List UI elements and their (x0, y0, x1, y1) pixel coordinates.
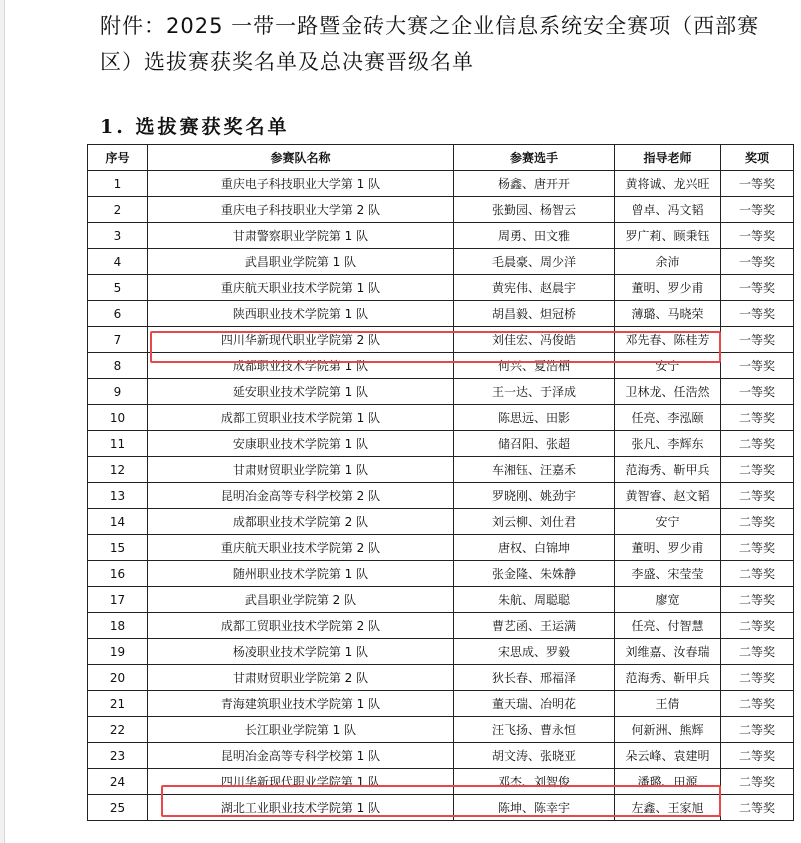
section-heading: 1. 选拔赛获奖名单 (100, 116, 290, 138)
cell-award: 二等奖 (721, 769, 794, 795)
cell-index: 5 (88, 275, 148, 301)
cell-index: 15 (88, 535, 148, 561)
cell-team: 甘肃财贸职业学院第 2 队 (148, 665, 454, 691)
cell-index: 23 (88, 743, 148, 769)
cell-index: 9 (88, 379, 148, 405)
table-row (88, 379, 794, 405)
cell-award: 二等奖 (721, 613, 794, 639)
cell-players: 董天瑞、冶明花 (454, 691, 615, 717)
cell-award: 一等奖 (721, 249, 794, 275)
cell-team: 重庆航天职业技术学院第 2 队 (148, 535, 454, 561)
cell-players: 刘佳宏、冯俊皓 (454, 327, 615, 353)
cell-advisors: 范海秀、靳甲兵 (615, 665, 721, 691)
cell-advisors: 朵云峰、袁建明 (615, 743, 721, 769)
table-row (88, 795, 794, 821)
cell-index: 7 (88, 327, 148, 353)
cell-players: 王一达、于泽成 (454, 379, 615, 405)
cell-advisors: 薄璐、马晓荣 (615, 301, 721, 327)
cell-players: 宋思成、罗毅 (454, 639, 615, 665)
header-players: 参赛选手 (454, 145, 615, 171)
cell-award: 二等奖 (721, 509, 794, 535)
table-row (88, 535, 794, 561)
cell-players: 陈坤、陈幸宇 (454, 795, 615, 821)
cell-award: 二等奖 (721, 405, 794, 431)
cell-advisors: 任亮、付智慧 (615, 613, 721, 639)
cell-advisors: 潘璐、田源 (615, 769, 721, 795)
cell-index: 20 (88, 665, 148, 691)
cell-team: 青海建筑职业技术学院第 1 队 (148, 691, 454, 717)
cell-team: 延安职业技术学院第 1 队 (148, 379, 454, 405)
table-row (88, 561, 794, 587)
cell-advisors: 任亮、李泓颐 (615, 405, 721, 431)
cell-advisors: 范海秀、靳甲兵 (615, 457, 721, 483)
table-row (88, 431, 794, 457)
cell-team: 随州职业技术学院第 1 队 (148, 561, 454, 587)
table-row (88, 769, 794, 795)
cell-advisors: 罗广莉、顾秉钰 (615, 223, 721, 249)
cell-advisors: 张凡、李辉东 (615, 431, 721, 457)
cell-team: 四川华新现代职业学院第 2 队 (148, 327, 454, 353)
cell-team: 昆明冶金高等专科学校第 2 队 (148, 483, 454, 509)
cell-index: 21 (88, 691, 148, 717)
cell-index: 6 (88, 301, 148, 327)
cell-players: 朱航、周聪聪 (454, 587, 615, 613)
cell-index: 2 (88, 197, 148, 223)
cell-players: 周勇、田文雅 (454, 223, 615, 249)
cell-advisors: 黄智睿、赵文韬 (615, 483, 721, 509)
cell-award: 二等奖 (721, 535, 794, 561)
table-row (88, 639, 794, 665)
table-row (88, 509, 794, 535)
cell-advisors: 刘维嘉、汝春瑞 (615, 639, 721, 665)
cell-award: 一等奖 (721, 301, 794, 327)
table-row (88, 249, 794, 275)
cell-award: 一等奖 (721, 223, 794, 249)
cell-award: 二等奖 (721, 717, 794, 743)
cell-team: 重庆电子科技职业大学第 2 队 (148, 197, 454, 223)
table-row (88, 691, 794, 717)
cell-advisors: 邓先春、陈桂芳 (615, 327, 721, 353)
cell-advisors: 卫林龙、任浩然 (615, 379, 721, 405)
cell-team: 武昌职业学院第 1 队 (148, 249, 454, 275)
table-row (88, 457, 794, 483)
cell-index: 24 (88, 769, 148, 795)
cell-advisors: 安宁 (615, 353, 721, 379)
cell-award: 二等奖 (721, 587, 794, 613)
cell-players: 曹艺函、王运满 (454, 613, 615, 639)
cell-index: 25 (88, 795, 148, 821)
cell-index: 4 (88, 249, 148, 275)
cell-players: 胡昌毅、炟冠桥 (454, 301, 615, 327)
cell-index: 17 (88, 587, 148, 613)
cell-players: 唐权、白锦坤 (454, 535, 615, 561)
cell-team: 成都职业技术学院第 1 队 (148, 353, 454, 379)
cell-team: 长江职业学院第 1 队 (148, 717, 454, 743)
cell-team: 四川华新现代职业学院第 1 队 (148, 769, 454, 795)
cell-index: 13 (88, 483, 148, 509)
cell-award: 二等奖 (721, 743, 794, 769)
cell-team: 安康职业技术学院第 1 队 (148, 431, 454, 457)
cell-players: 狄长春、邢福泽 (454, 665, 615, 691)
cell-award: 二等奖 (721, 483, 794, 509)
cell-players: 汪飞扬、曹永恒 (454, 717, 615, 743)
cell-advisors: 左鑫、王家旭 (615, 795, 721, 821)
cell-award: 一等奖 (721, 353, 794, 379)
cell-players: 车湘钰、汪嘉禾 (454, 457, 615, 483)
cell-index: 16 (88, 561, 148, 587)
cell-advisors: 余沛 (615, 249, 721, 275)
cell-award: 一等奖 (721, 171, 794, 197)
cell-advisors: 廖宽 (615, 587, 721, 613)
cell-team: 成都工贸职业技术学院第 2 队 (148, 613, 454, 639)
cell-advisors: 董明、罗少甫 (615, 275, 721, 301)
table-header-row (88, 145, 794, 171)
cell-award: 一等奖 (721, 197, 794, 223)
cell-advisors: 董明、罗少甫 (615, 535, 721, 561)
cell-index: 8 (88, 353, 148, 379)
cell-team: 甘肃财贸职业学院第 1 队 (148, 457, 454, 483)
cell-index: 12 (88, 457, 148, 483)
cell-index: 19 (88, 639, 148, 665)
table-row (88, 665, 794, 691)
cell-award: 二等奖 (721, 561, 794, 587)
header-team: 参赛队名称 (148, 145, 454, 171)
document-title: 附件：2025 一带一路暨金砖大赛之企业信息系统安全赛项（西部赛区）选拔赛获奖名单及总决赛晋级名单 (100, 14, 760, 74)
cell-players: 何兴、夏浩栖 (454, 353, 615, 379)
cell-advisors: 曾卓、冯文韬 (615, 197, 721, 223)
cell-team: 湖北工业职业技术学院第 1 队 (148, 795, 454, 821)
cell-team: 重庆电子科技职业大学第 1 队 (148, 171, 454, 197)
header-advisors: 指导老师 (615, 145, 721, 171)
cell-award: 二等奖 (721, 431, 794, 457)
cell-players: 毛晨豪、周少洋 (454, 249, 615, 275)
cell-advisors: 李盛、宋莹莹 (615, 561, 721, 587)
header-award: 奖项 (721, 145, 794, 171)
table-body (88, 171, 794, 821)
table-row (88, 197, 794, 223)
table-row (88, 301, 794, 327)
cell-team: 杨凌职业技术学院第 1 队 (148, 639, 454, 665)
awards-table (87, 144, 794, 821)
cell-team: 甘肃警察职业学院第 1 队 (148, 223, 454, 249)
cell-players: 张勤园、杨智云 (454, 197, 615, 223)
cell-players: 储召阳、张超 (454, 431, 615, 457)
cell-team: 成都工贸职业技术学院第 1 队 (148, 405, 454, 431)
table-row (88, 353, 794, 379)
cell-award: 一等奖 (721, 379, 794, 405)
cell-team: 成都职业技术学院第 2 队 (148, 509, 454, 535)
cell-team: 重庆航天职业技术学院第 1 队 (148, 275, 454, 301)
cell-award: 二等奖 (721, 691, 794, 717)
cell-index: 18 (88, 613, 148, 639)
table-row (88, 327, 794, 353)
cell-index: 11 (88, 431, 148, 457)
cell-index: 1 (88, 171, 148, 197)
cell-award: 一等奖 (721, 327, 794, 353)
cell-players: 罗晓刚、姚劲宇 (454, 483, 615, 509)
cell-award: 一等奖 (721, 275, 794, 301)
cell-players: 杨鑫、唐开开 (454, 171, 615, 197)
table-row (88, 171, 794, 197)
table-row (88, 483, 794, 509)
cell-index: 3 (88, 223, 148, 249)
cell-players: 陈思远、田影 (454, 405, 615, 431)
table-row (88, 587, 794, 613)
table-row (88, 223, 794, 249)
table-row (88, 613, 794, 639)
cell-award: 二等奖 (721, 665, 794, 691)
cell-advisors: 何新洲、熊辉 (615, 717, 721, 743)
table-row (88, 743, 794, 769)
cell-advisors: 王倩 (615, 691, 721, 717)
cell-team: 陕西职业技术学院第 1 队 (148, 301, 454, 327)
cell-players: 黄宪伟、赵晨宇 (454, 275, 615, 301)
table-row (88, 405, 794, 431)
cell-index: 22 (88, 717, 148, 743)
header-index: 序号 (88, 145, 148, 171)
table-row (88, 275, 794, 301)
cell-players: 刘云柳、刘仕君 (454, 509, 615, 535)
table-row (88, 717, 794, 743)
cell-team: 昆明冶金高等专科学校第 1 队 (148, 743, 454, 769)
cell-award: 二等奖 (721, 639, 794, 665)
cell-team: 武昌职业学院第 2 队 (148, 587, 454, 613)
cell-players: 邓杰、刘智俊 (454, 769, 615, 795)
cell-players: 张金隆、朱姝静 (454, 561, 615, 587)
page-left-edge (0, 0, 5, 843)
cell-index: 10 (88, 405, 148, 431)
cell-advisors: 安宁 (615, 509, 721, 535)
cell-index: 14 (88, 509, 148, 535)
cell-award: 二等奖 (721, 795, 794, 821)
cell-award: 二等奖 (721, 457, 794, 483)
cell-players: 胡文涛、张晓亚 (454, 743, 615, 769)
cell-advisors: 黄将诚、龙兴旺 (615, 171, 721, 197)
